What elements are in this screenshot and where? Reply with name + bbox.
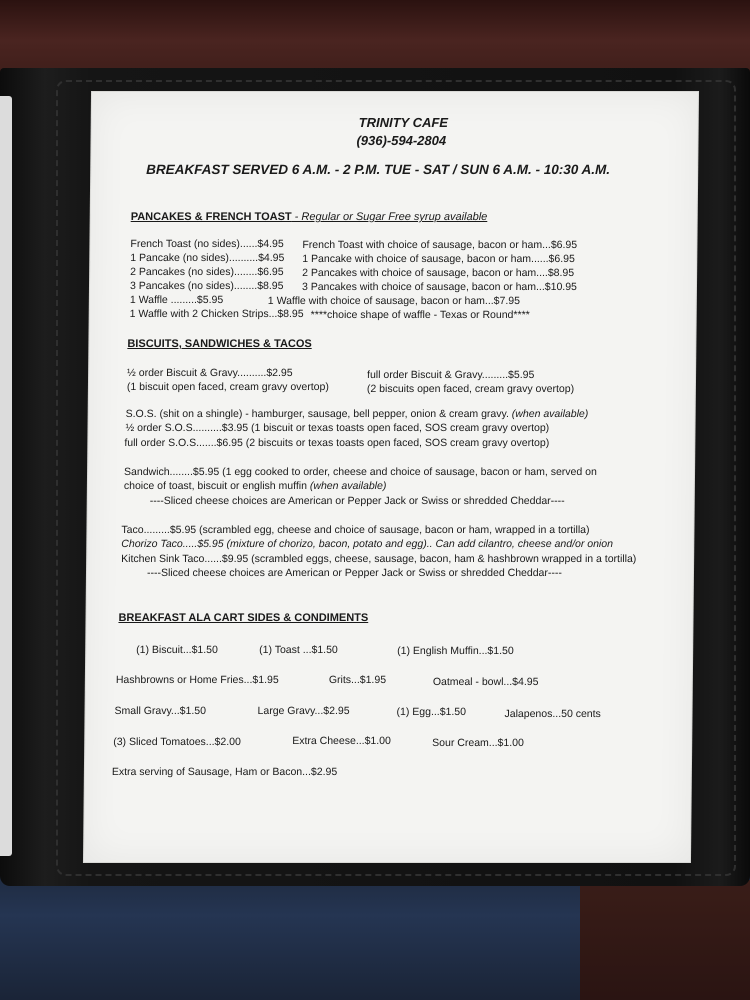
sandwich-choices: choice of toast, biscuit or english muffin (123, 480, 308, 492)
side-item: (1) Egg...$1.50 (396, 706, 467, 718)
menu-line: ½ order Biscuit & Gravy..........$2.95 (127, 367, 293, 379)
side-item: (3) Sliced Tomatoes...$2.00 (113, 736, 241, 748)
menu-line: full order S.O.S.......$6.95 (2 biscuits or texas toasts open faced, SOS cream gravy overtop) (124, 437, 550, 449)
menu-line: 1 Pancake with choice of sausage, bacon or ham......$6.95 (302, 253, 575, 265)
side-item: (1) Biscuit...$1.50 (136, 644, 218, 656)
floor-background (580, 880, 750, 1000)
side-item: (1) Toast ...$1.50 (259, 644, 338, 656)
menu-line: ****choice shape of waffle - Texas or Round**** (310, 309, 530, 321)
menu-line: 1 Pancake (no sides)..........$4.95 (130, 252, 285, 264)
side-item: Hashbrowns or Home Fries...$1.95 (115, 674, 279, 686)
menu-line: 2 Pancakes (no sides)........$6.95 (130, 266, 284, 278)
breakfast-hours: BREAKFAST SERVED 6 A.M. - 2 P.M. TUE - SAT / SUN 6 A.M. - 10:30 A.M. (146, 162, 611, 177)
pancakes-heading: PANCAKES & FRENCH TOAST (130, 211, 292, 223)
cafe-name: TRINITY CAFE (358, 115, 449, 130)
sides-heading: BREAKFAST ALA CART SIDES & CONDIMENTS (118, 612, 369, 624)
menu-line: 3 Pancakes with choice of sausage, bacon or ham...$10.95 (301, 281, 577, 293)
menu-line (126, 408, 589, 421)
menu-line: 1 Waffle .........$5.95 (129, 294, 224, 306)
side-item: Oatmeal - bowl...$4.95 (432, 676, 539, 688)
menu-line: 3 Pancakes (no sides)........$8.95 (129, 280, 284, 292)
side-item: Large Gravy...$2.95 (257, 705, 350, 717)
menu-line: Taco.........$5.95 (scrambled egg, cheese and choice of sausage, bacon or ham, wrapped in a tortilla) (121, 524, 590, 536)
cheese-note: ----Sliced cheese choices are American or Pepper Jack or Swiss or shredded Cheddar---- (146, 567, 562, 579)
menu-line: 1 Waffle with 2 Chicken Strips...$8.95 (129, 308, 304, 320)
menu-line: (1 biscuit open faced, cream gravy overtop) (126, 381, 329, 393)
previous-page-edge[interactable] (0, 96, 12, 856)
menu-line: 1 Waffle with choice of sausage, bacon or ham...$7.95 (267, 295, 521, 307)
side-item: (1) English Muffin...$1.50 (397, 645, 514, 657)
cheese-note: ----Sliced cheese choices are American or Pepper Jack or Swiss or shredded Cheddar---- (149, 495, 565, 507)
menu-page (84, 92, 698, 862)
side-item: Extra serving of Sausage, Ham or Bacon...$2.95 (111, 766, 338, 778)
pancakes-subheading: - Regular or Sugar Free syrup available (291, 211, 488, 223)
menu-line: Kitchen Sink Taco......$9.95 (scrambled eggs, cheese, sausage, bacon, ham & hashbrown wrapped in a tortilla) (121, 553, 637, 565)
side-item: Extra Cheese...$1.00 (292, 735, 391, 747)
biscuits-heading: BISCUITS, SANDWICHES & TACOS (127, 338, 312, 350)
cafe-phone: (936)-594-2804 (356, 133, 447, 148)
menu-line: Chorizo Taco.....$5.95 (mixture of chorizo, bacon, potato and egg).. Can add cilantro, cheese and/or onion (121, 538, 614, 550)
menu-line (124, 480, 387, 493)
sos-intro: S.O.S. (shit on a shingle) - hamburger, sausage, bell pepper, onion & cream gravy. (125, 408, 509, 420)
menu-line: (2 biscuits open faced, cream gravy overtop) (366, 383, 575, 395)
menu-line: French Toast with choice of sausage, bacon or ham...$6.95 (302, 239, 578, 251)
menu-line: ½ order S.O.S..........$3.95 (1 biscuit or texas toasts open faced, SOS cream gravy overtop) (125, 422, 550, 434)
menu-line: Sandwich........$5.95 (1 egg cooked to order, cheese and choice of sausage, bacon or ham, served on (123, 466, 597, 478)
pancakes-heading-line (131, 211, 488, 224)
sos-availability: (when available) (508, 408, 589, 420)
menu-line: French Toast (no sides)......$4.95 (130, 238, 284, 250)
side-item: Jalapenos...50 cents (504, 708, 601, 720)
menu-line: 2 Pancakes with choice of sausage, bacon or ham....$8.95 (302, 267, 575, 279)
sandwich-availability: (when available) (306, 480, 387, 492)
side-item: Grits...$1.95 (328, 674, 387, 686)
menu-line: full order Biscuit & Gravy.........$5.95 (367, 369, 535, 381)
side-item: Small Gravy...$1.50 (114, 705, 207, 717)
side-item: Sour Cream...$1.00 (432, 737, 524, 749)
